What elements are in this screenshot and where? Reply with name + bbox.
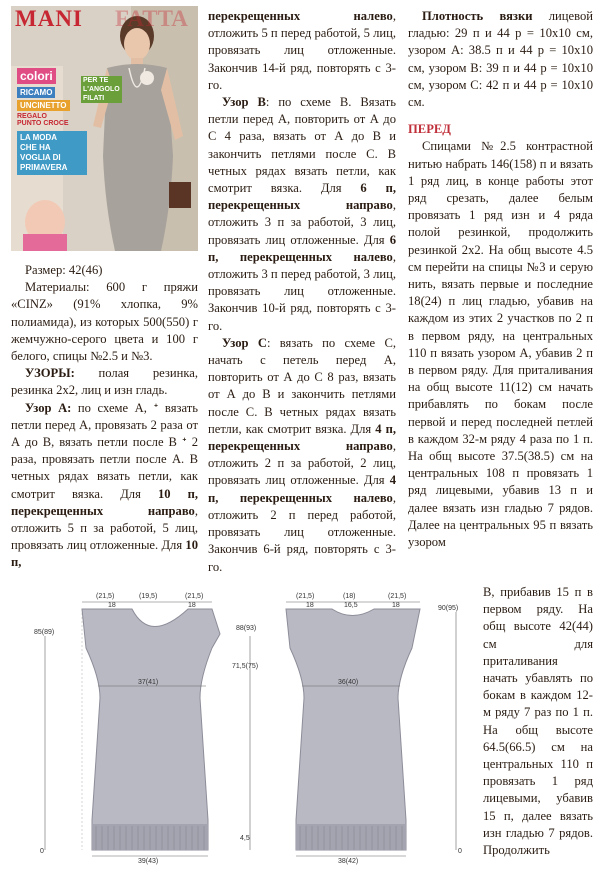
pattern-a-bold-3: перекрещенных налево (208, 9, 393, 23)
pattern-b-text-2: , отложить 3 п за работой, 3 лиц, провязать лиц отложенные. Для (208, 198, 396, 247)
cover-sticker-line1: PER TE (81, 76, 122, 85)
waist-height-label: 71,5(75) (232, 663, 259, 670)
cover-moda-line1: LA MODA (20, 133, 58, 142)
patterns-text: полая резинка, резинка 2х2, лиц и изн гладь. (11, 366, 198, 398)
back-zero: 0 (458, 848, 462, 855)
front-top-dim-5: 18 (188, 602, 196, 609)
front-heading-row (408, 121, 593, 138)
front-zero: 0 (40, 848, 44, 855)
cover-badge-moda (17, 131, 87, 175)
column-3 (408, 8, 593, 551)
pattern-a-text-2: , отложить 5 п за работой, 5 лиц, провязать лиц отложенные. Для (11, 503, 198, 553)
front-text-continued: В, прибавив 15 п в первом ряду. На общ высоте 42(44) см для приталивания начать убавлять по бокам в каждом 12-м ряду 7 раз по 1 п. На общ высоте 64.5(66.5) см на центральных 110 п провязать 1 ряд лицевыми, убавив 15 п, далее вязать изн гладью 7 рядов. Продолжить (483, 585, 593, 858)
patterns-paragraph (11, 365, 198, 399)
garment-schematic (0, 588, 600, 872)
pattern-c-text-2: , отложить 2 п за работой, 2 лиц, провязать лиц отложенные. Для (208, 439, 396, 488)
back-right-height: 90(95) (438, 605, 459, 612)
cover-badge-ricamo: RICAMO (17, 87, 55, 98)
rib-height-label: 4,5 (240, 835, 250, 842)
back-top-dim-3: (21,5) (388, 593, 407, 600)
pattern-a-text-1: по схеме А, ᐩ вязать петли перед А, провязать 2 раза от А до В, вязать петли после В ᐩ 2 раза, провязать петли после А. В четных рядах вязать петли, как смотрит вязка. Для (11, 400, 198, 501)
cover-moda-line4: PRIMAVERA (20, 163, 68, 172)
pattern-a-bold-2: 10 п, (11, 538, 198, 570)
pattern-b-text-1: : по схеме В. Вязать петли перед А, повторить от А до С 4 раза, вязать от А до В и закончить петлями после С. В четных рядах вязать петли, как смотрит вязка. Для (208, 95, 396, 196)
pattern-a-paragraph (11, 400, 198, 572)
pattern-a-text-3: , отложить 5 п перед работой, 5 лиц, провязать лиц отложенные. Закончив 14-й ряд, повторять с 3-го. (208, 9, 396, 92)
front-text: Спицами №2.5 контрастной нитью набрать 146(158) п и вязать 1 ряд лиц, в конце работы этот ряд срезать, далее белым провязать 1 ряд изн и 4 ряда полой резинкой, продолжить резинкой 2х2. На общ высоте 4.5 см перейти на спицы №3 и серую нить, вязать первые и последние 18(24) п лиц гладью, убавив на каждом из этих 2 участков по 2 п в первом ряду, на центральных 110 п вязать узором А, убавив 2 п в первом ряду. Для приталивания на общ высоте 11(12) см начать прибавлять по бокам после первой и перед последней петлей в каждом 32-м ряду 4 раза по 1 п. На общ высоте 37.5(38.5) см на центральных 108 п провязать 1 ряд лицевыми, убавив 13 п и далее вязать изн гладью 7 рядов. Далее на центральных 95 п вязать узором (408, 139, 593, 550)
pattern-b-bold-1: 6 п, перекрещенных направо (208, 181, 396, 213)
pattern-a-continued (208, 8, 396, 94)
pattern-c-text-1: : вязать по схеме С, начать с петель перед А, повторить от А до С 8 раз, вязать от А до В и закончить петлями после С. В четных рядах вязать петли, как смотрит вязка. Для (208, 335, 396, 436)
cover-badges (17, 68, 87, 175)
pattern-c-heading: Узор С (222, 335, 267, 350)
pattern-b-bold-2: 6 п, перекрещенных налево (208, 232, 396, 264)
density-heading: Плотность вязки (422, 9, 533, 23)
magazine-cover-image (11, 6, 198, 251)
pattern-c-text-3: , отложить 2 п перед работой, провязать лиц отложенные. Закончив 6-й ряд, повторять с 3-го. (208, 490, 396, 574)
front-top-dim-2: (19,5) (139, 593, 158, 600)
back-top-dim-4: 18 (306, 602, 314, 609)
pattern-b-text-3: , отложить 3 п перед работой, 3 лиц, провязать лиц отложенные. Закончив 10-й ряд, повторять с 3-го. (208, 249, 396, 333)
density-paragraph (408, 8, 593, 111)
cover-moda-line2: CHE HA (20, 143, 51, 152)
pattern-c-bold-2: 4 п, перекрещенных налево (208, 473, 396, 505)
front-waist-width: 37(41) (138, 679, 159, 686)
cover-badge-uncinetto: UNCINETTO (17, 100, 70, 111)
front-left-height: 85(89) (34, 629, 55, 636)
cover-sticker-line2: L'ANGOLO (83, 86, 120, 93)
pattern-a-heading: Узор А: (25, 400, 72, 415)
back-rib-band (296, 824, 406, 850)
front-top-dim-1: (21,5) (96, 593, 115, 600)
front-top-dim-3: (21,5) (185, 593, 204, 600)
front-bottom-width: 39(43) (138, 858, 159, 865)
front-piece (34, 593, 259, 865)
cover-brand-partial: FATTA (115, 6, 188, 31)
cover-badge-regalo: REGALO (17, 113, 47, 120)
back-top-dim-5: 16,5 (344, 602, 358, 609)
pattern-b-heading: Узор В (222, 95, 266, 110)
cover-sticker-line3: FILATI (81, 94, 122, 103)
back-top-dim-1: (21,5) (296, 593, 315, 600)
cover-sticker (81, 76, 122, 103)
cover-brand: MANI (15, 6, 83, 31)
front-top-dim-4: 18 (108, 602, 116, 609)
materials-text: Материалы: 600 г пряжи «CINZ» (91% хлопка, 9% полиамида), из которых 500(550) г жемчужно-серого цвета и 100 г белого, спицы №2.5 и №3. (11, 280, 198, 364)
pattern-c-bold-1: 4 п, перекрещенных направо (208, 421, 396, 454)
column-1 (11, 262, 198, 572)
column-2 (208, 8, 396, 576)
front-heading: ПЕРЕД (408, 122, 451, 137)
cover-moda-line3: VOGLIA DI (20, 153, 61, 162)
back-bottom-width: 38(42) (338, 858, 359, 865)
back-waist-width: 36(40) (338, 679, 359, 686)
back-top-dim-2: (18) (343, 593, 356, 600)
pattern-b-paragraph (208, 94, 396, 335)
cover-masthead (11, 6, 198, 30)
back-piece (286, 593, 462, 865)
pattern-c-paragraph (208, 335, 396, 576)
size-text: Размер: 42(46) (25, 263, 103, 277)
cover-badge-colori: colori (17, 68, 56, 84)
back-top-dim-6: 18 (392, 602, 400, 609)
back-silhouette (286, 609, 420, 850)
front-shoulder-height: 88(93) (236, 625, 257, 632)
pattern-a-bold-1: 10 п, перекрещенных направо (11, 486, 198, 518)
front-silhouette (82, 609, 220, 850)
cover-badge-punto: PUNTO CROCE (17, 120, 69, 127)
patterns-heading: УЗОРЫ: (25, 366, 75, 381)
density-text: лицевой гладью: 29 п и 44 р = 10х10 см, узором А: 38.5 п и 44 р = 10х10 см, узором В: 39 п и 44 р = 10х10 см, узором С: 42 п и 44 р = 10х10 см. (408, 9, 593, 110)
